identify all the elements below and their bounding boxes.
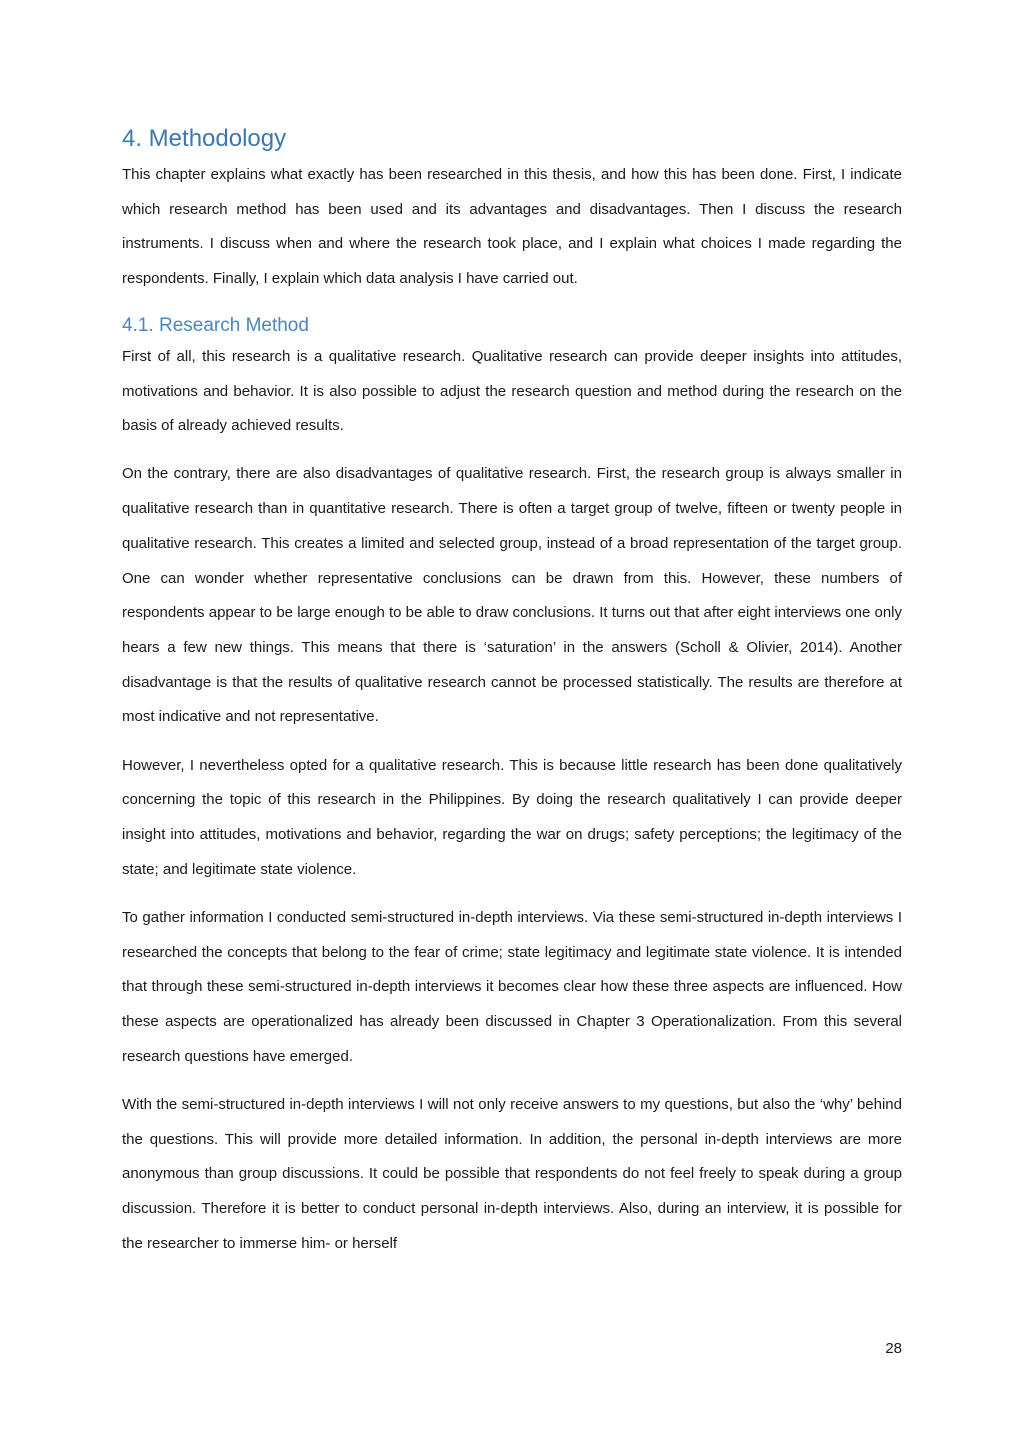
paragraph-qualitative-research: First of all, this research is a qualitative research. Qualitative research can provide deeper insights into attitudes, motivations and behavior. It is also possible to adjust the research question and method during the research on the basis of already achieved results. <box>122 347 902 435</box>
page-number: 28 <box>885 1340 902 1357</box>
document-page <box>122 118 902 1275</box>
paragraph-disadvantages: On the contrary, there are also disadvantages of qualitative research. First, the research group is always smaller in qualitative research than in quantitative research. There is often a target group of twelve, fifteen or twenty people in qualitative research. This creates a limited and selected group, instead of a broad representation of the target group. One can wonder whether representative conclusions can be drawn from this. However, these numbers of respondents appear to be large enough to be able to draw conclusions. It turns out that after eight interviews one only hears a few new things. This means that there is ‘saturation’ in the answers (Scholl & Olivier, 2014). Another disadvantage is that the results of qualitative research cannot be processed statistically. The results are therefore at most indicative and not representative. <box>122 465 902 726</box>
paragraph-semi-structured: With the semi-structured in-depth interviews I will not only receive answers to my questions, but also the ‘why’ behind the questions. This will provide more detailed information. In addition, the personal in-depth interviews are more anonymous than group discussions. It could be possible that respondents do not feel freely to speak during a group discussion. Therefore it is better to conduct personal in-depth interviews. Also, during an interview, it is possible for the researcher to immerse him- or herself <box>122 1095 902 1252</box>
paragraph-choice-qualitative: However, I nevertheless opted for a qualitative research. This is because little research has been done qualitatively concerning the topic of this research in the Philippines. By doing the research qualitatively I can provide deeper insight into attitudes, motivations and behavior, regarding the war on drugs; safety perceptions; the legitimacy of the state; and legitimate state violence. <box>122 756 902 878</box>
paragraph-interviews: To gather information I conducted semi-structured in-depth interviews. Via these semi-structured in-depth interviews I researched the concepts that belong to the fear of crime; state legitimacy and legitimate state violence. It is intended that through these semi-structured in-depth interviews it becomes clear how these three aspects are influenced. How these aspects are operationalized has already been discussed in Chapter 3 Operationalization. From this several research questions have emerged. <box>122 908 902 1065</box>
chapter-heading: 4. Methodology <box>122 125 287 152</box>
section-heading: 4.1. Research Method <box>122 314 309 336</box>
chapter-intro-paragraph: This chapter explains what exactly has been researched in this thesis, and how this has been done. First, I indicate which research method has been used and its advantages and disadvantages. Then I discuss the research instruments. I discuss when and where the research took place, and I explain what choices I made regarding the respondents. Finally, I explain which data analysis I have carried out. <box>122 166 902 288</box>
